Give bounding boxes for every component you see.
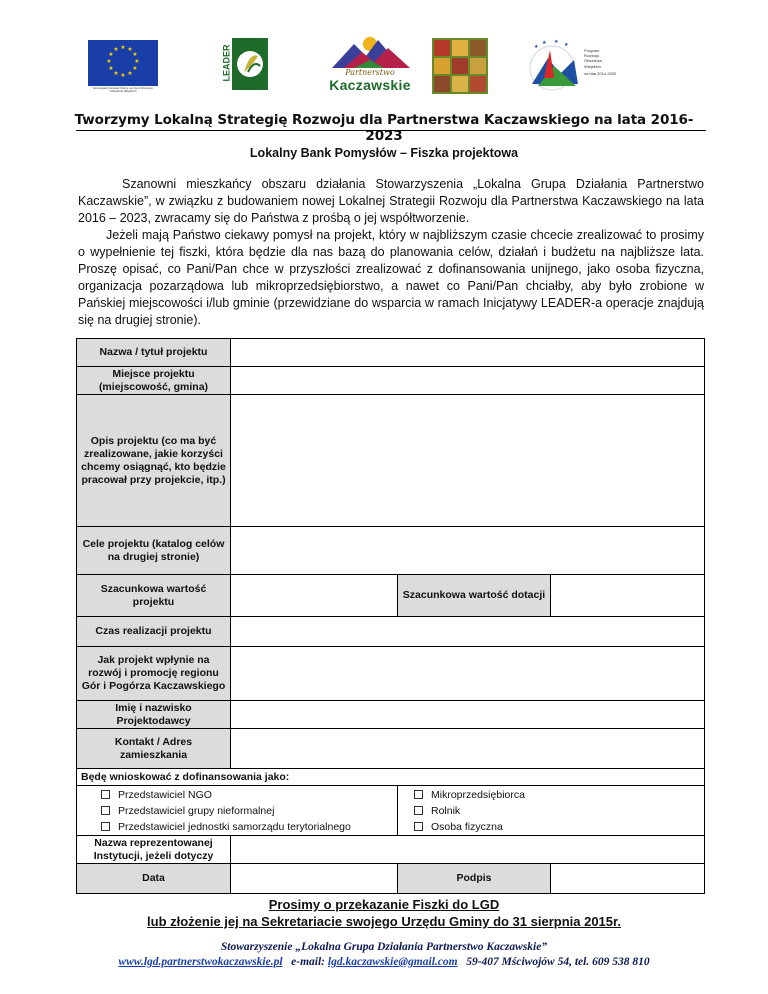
label-duration: Czas realizacji projektu — [77, 617, 231, 647]
field-project-name[interactable] — [231, 339, 705, 367]
row-duration — [77, 617, 705, 647]
option-farmer[interactable]: Rolnik — [414, 803, 700, 819]
svg-text:★: ★ — [108, 65, 114, 72]
svg-text:★: ★ — [534, 44, 539, 50]
field-project-goals[interactable] — [231, 527, 705, 575]
label-apply-as: Będę wnioskować z dofinansowania jako: — [77, 769, 705, 786]
checkbox-ngo[interactable] — [101, 790, 110, 799]
option-informal-group[interactable]: Przedstawiciel grupy nieformalnej — [101, 803, 393, 819]
kaczawskie-logo — [324, 34, 416, 94]
field-signature[interactable] — [551, 864, 705, 894]
regional-tiles-logo — [432, 38, 488, 94]
row-project-place — [77, 367, 705, 395]
project-form-table — [76, 338, 705, 894]
option-natural-person[interactable]: Osoba fizyczna — [414, 819, 700, 835]
intro-text — [78, 176, 704, 329]
row-contact — [77, 729, 705, 769]
label-author: Imię i nazwisko Projektodawcy — [77, 701, 231, 729]
field-date[interactable] — [231, 864, 398, 894]
checkbox-local-government[interactable] — [101, 822, 110, 831]
prow-logo — [524, 38, 634, 94]
checkbox-micro-enterprise[interactable] — [414, 790, 423, 799]
eu-flag-icon — [88, 40, 158, 86]
svg-text:★: ★ — [120, 72, 126, 79]
closing-line-1: Prosimy o przekazanie Fiszki do LGD — [268, 897, 500, 912]
footer-contact-line — [60, 955, 708, 970]
svg-text:★: ★ — [132, 51, 138, 58]
label-project-value: Szacunkowa wartość projektu — [77, 575, 231, 617]
label-project-description: Opis projektu (co ma być zrealizowane, jakie korzyści chcemy osiągnąć, kto będzie pracował przy projekcie, itp.) — [77, 395, 231, 527]
field-impact[interactable] — [231, 647, 705, 701]
mountains-icon — [324, 34, 416, 70]
label-contact: Kontakt / Adres zamieszkania — [77, 729, 231, 769]
email-link[interactable]: lgd.kaczawskie@gmail.com — [327, 956, 458, 968]
label-impact: Jak projekt wpłynie na rozwój i promocję regionu Gór i Pogórza Kaczawskiego — [77, 647, 231, 701]
row-date-signature — [77, 864, 705, 894]
row-impact — [77, 647, 705, 701]
checkbox-natural-person[interactable] — [414, 822, 423, 831]
svg-text:★: ★ — [134, 58, 140, 65]
field-duration[interactable] — [231, 617, 705, 647]
title-divider — [76, 130, 706, 131]
svg-text:★: ★ — [120, 44, 126, 51]
intro-paragraph-2: Jeżeli mają Państwo ciekawy pomysł na projekt, który w najbliższym czasie chcecie zrealizować to prosimy o wypełnienie tej fiszki, która będzie dla nas bazą do planowania celów, działań i budżetu na najbliższe lata. Proszę opisać, co Pani/Pan chce w przyszłości zrealizować z dofinansowania unijnego, jako osoba fizyczna, organizacja pozarządowa lub mikroprzedsiębiorstwo, a nawet co Pani/Pan chciałby, aby było zrobione w Pańskiej miejscowości i/lub gminie (przewidziane do wsparcia w ramach Inicjatywy LEADER-a operacje znajdują się na drugiej stronie). — [78, 228, 704, 327]
svg-text:★: ★ — [554, 39, 559, 45]
field-project-value[interactable] — [231, 575, 398, 617]
page-subtitle: Lokalny Bank Pomysłów – Fiszka projektowa — [249, 146, 519, 160]
row-project-description — [77, 395, 705, 527]
kaczawskie-small-text: Partnerstwo — [345, 68, 395, 77]
label-project-name: Nazwa / tytuł projektu — [77, 339, 231, 367]
checkbox-farmer[interactable] — [414, 806, 423, 815]
field-contact[interactable] — [231, 729, 705, 769]
leader-logo — [214, 36, 270, 92]
eu-logo — [88, 40, 158, 92]
row-institution — [77, 836, 705, 864]
applicant-options-left — [77, 786, 398, 836]
closing-note — [60, 896, 708, 930]
svg-text:★: ★ — [564, 42, 569, 48]
row-project-name — [77, 339, 705, 367]
logo-bar — [88, 30, 698, 94]
svg-text:★: ★ — [127, 46, 133, 53]
row-apply-as — [77, 769, 705, 786]
svg-text:★: ★ — [108, 51, 114, 58]
field-author[interactable] — [231, 701, 705, 729]
svg-text:★: ★ — [113, 46, 119, 53]
prow-emblem-icon — [524, 38, 582, 94]
leader-label: LEADER — [221, 44, 232, 82]
closing-line-2: lub złożenie jej na Sekretariacie swojego Urzędu Gminy do 31 sierpnia 2015r. — [147, 914, 621, 929]
email-label: e-mail: — [291, 956, 326, 968]
footer-organization: Stowarzyszenie „Lokalna Grupa Działania Partnerstwo Kaczawskie” — [220, 941, 548, 953]
svg-text:★: ★ — [542, 40, 547, 46]
intro-paragraph-1: Szanowni mieszkańcy obszaru działania Stowarzyszenia „Lokalna Grupa Działania Partnerstwo Kaczawskie”, w związku z budowaniem nowej Lokalnej Strategii Rozwoju dla Partnerstwa Kaczawskiego na lata 2016 – 2023, zwracamy się do Państwa z prośbą o jej współtworzenie. — [78, 177, 704, 225]
field-project-place[interactable] — [231, 367, 705, 395]
page-title: Tworzymy Lokalną Strategię Rozwoju dla Partnerstwa Kaczawskiego na lata 2016-2023 — [74, 112, 694, 144]
field-institution[interactable] — [231, 836, 705, 864]
kaczawskie-big-text: Kaczawskie — [329, 77, 411, 93]
label-institution: Nazwa reprezentowanej Instytucji, jeżeli dotyczy — [77, 836, 231, 864]
option-micro-enterprise[interactable]: Mikroprzedsiębiorca — [414, 787, 700, 803]
row-project-goals — [77, 527, 705, 575]
label-grant-value: Szacunkowa wartość dotacji — [398, 575, 551, 617]
label-project-place: Miejsce projektu (miejscowość, gmina) — [77, 367, 231, 395]
eu-caption: Europejski Fundusz Rolny na rzecz Rozwoju Obszarów Wiejskich — [93, 86, 153, 93]
prow-text: Program Rozwoju Obszarów Wiejskich na lata 2014-2020 — [584, 48, 617, 76]
svg-text:★: ★ — [127, 70, 133, 77]
row-author — [77, 701, 705, 729]
label-signature: Podpis — [398, 864, 551, 894]
svg-text:★: ★ — [132, 65, 138, 72]
label-date: Data — [77, 864, 231, 894]
svg-text:★: ★ — [113, 70, 119, 77]
option-local-government[interactable]: Przedstawiciel jednostki samorządu terytorialnego — [101, 819, 393, 835]
website-link[interactable]: www.lgd.partnerstwokaczawskie.pl — [118, 956, 283, 968]
svg-text:★: ★ — [106, 58, 112, 65]
row-applicant-type — [77, 786, 705, 836]
field-project-description[interactable] — [231, 395, 705, 527]
applicant-options-right — [398, 786, 705, 836]
row-values — [77, 575, 705, 617]
checkbox-informal-group[interactable] — [101, 806, 110, 815]
address-text: 59-407 Mściwojów 54, tel. 609 538 810 — [466, 956, 650, 968]
option-ngo[interactable]: Przedstawiciel NGO — [101, 787, 393, 803]
field-grant-value[interactable] — [551, 575, 705, 617]
footer — [60, 940, 708, 970]
label-project-goals: Cele projektu (katalog celów na drugiej stronie) — [77, 527, 231, 575]
